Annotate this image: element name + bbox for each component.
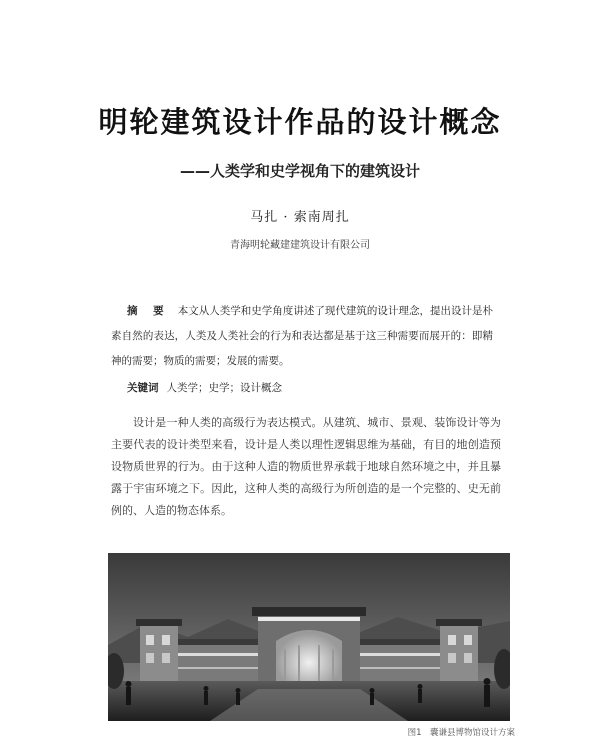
abstract-block xyxy=(111,299,493,374)
abstract-text: 本文从人类学和史学角度讲述了现代建筑的设计理念，提出设计是朴素自然的表达，人类及人类社会的行为和表达都是基于这三种需要而展开的：即精神的需要；物质的需要；发展的需要。 xyxy=(111,305,494,367)
body-paragraph: 设计是一种人类的高级行为表达模式。从建筑、城市、景观、装饰设计等为主要代表的设计类型来看，设计是人类以理性逻辑思维为基础，有目的地创造预设物质世界的行为。由于这种人造的物质世界承载于地球自然环境之中，并且暴露于宇宙环境之下。因此，这种人类的高级行为所创造的是一个完整的、史无前例的、人造的物态体系。 xyxy=(111,416,501,517)
article-subtitle: ——人类学和史学视角下的建筑设计 xyxy=(179,162,420,180)
article-title: 明轮建筑设计作品的设计概念 xyxy=(98,105,502,139)
museum-rendering-image xyxy=(108,553,510,721)
keywords-label: 关键词 xyxy=(127,382,159,394)
figure-caption: 图1 囊谦县博物馆设计方案 xyxy=(407,728,515,738)
author-affiliation: 青海明轮藏建建筑设计有限公司 xyxy=(230,240,370,251)
abstract-label: 摘 要 xyxy=(127,305,170,317)
keywords-block xyxy=(127,380,497,395)
author-name: 马扎 · 索南周扎 xyxy=(250,210,350,225)
keywords-text: 人类学；史学；设计概念 xyxy=(166,382,282,394)
